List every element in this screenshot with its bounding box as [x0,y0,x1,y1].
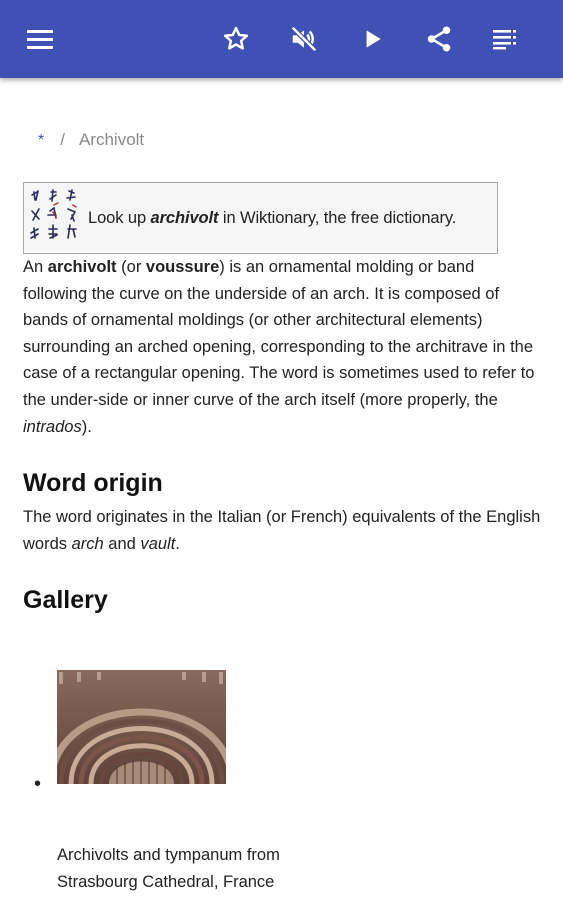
intro-text: ) is an ornamental molding or band following the curve on the underside of an arch. It is composed of bands of ornamental moldings (or other architectural elements) surrounding an arched opening, corresponding to the architrave in the case of a rectangular opening. The word is sometimes used to refer to the under-side or inner curve of the arch itself (more properly, the [23,258,535,409]
star-icon[interactable] [216,19,256,59]
app-bar [0,0,563,78]
toc-list-icon[interactable] [486,19,526,59]
gallery-image[interactable] [57,670,226,784]
breadcrumb-home-link[interactable]: * [38,132,45,149]
intro-paragraph [23,254,543,440]
breadcrumb-current: Archivolt [78,130,145,149]
share-icon[interactable] [419,19,459,59]
wiktionary-logo-icon [28,187,86,249]
breadcrumb [38,130,144,150]
intro-text: (or [116,258,146,276]
origin-italic-arch: arch [71,534,104,553]
play-icon[interactable] [352,19,392,59]
wiktionary-box[interactable] [23,182,498,254]
intro-text: ). [81,417,92,436]
wiktionary-text [88,209,456,228]
intro-italic-intrados: intrados [23,417,82,436]
wiktionary-term-link[interactable]: archivolt [150,209,219,227]
gallery-heading: Gallery [23,586,108,614]
word-origin-paragraph [23,504,543,557]
list-bullet: • [34,773,42,795]
intro-text: An [23,258,48,276]
origin-italic-vault: vault [140,534,176,553]
gallery-caption: Archivolts and tympanum from Strasbourg Cathedral, France [57,846,280,891]
intro-bold-voussure: voussure [145,258,220,276]
wiktionary-suffix: in Wiktionary, the free dictionary. [218,209,457,227]
origin-text: . [175,534,180,553]
menu-icon[interactable] [20,19,60,59]
word-origin-heading: Word origin [23,469,163,497]
breadcrumb-separator: / [60,130,65,149]
wiktionary-prefix: Look up [88,209,151,227]
intro-bold-archivolt: archivolt [47,258,117,276]
speaker-mute-icon[interactable] [284,19,324,59]
origin-text: and [103,534,141,553]
origin-text: The word originates in the Italian (or French) equivalents of the English words [23,508,541,553]
